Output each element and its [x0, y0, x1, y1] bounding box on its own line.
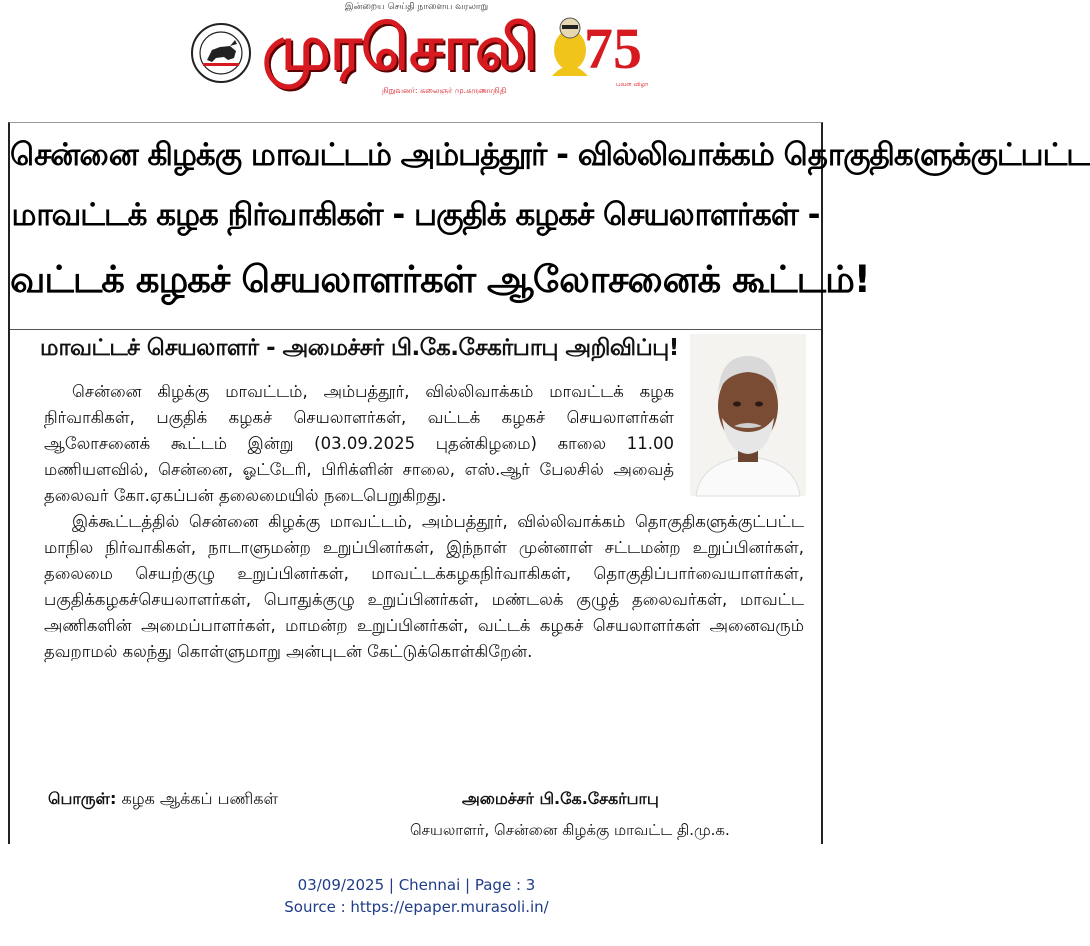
party-seal-logo [190, 22, 252, 84]
headline-line-2: மாவட்டக் கழக நிர்வாகிகள் - பகுதிக் கழகச் செயலாளர்கள் - [11, 197, 820, 233]
subject-line [48, 789, 278, 810]
anniversary-number: 75 [584, 16, 642, 81]
signature-role: செயலாளர், சென்னை கிழக்கு மாவட்ட தி.மு.க. [410, 821, 730, 839]
subject-label: பொருள்: [48, 789, 117, 808]
masthead-editor: நிறுவனர்: கலைஞர் மு.கருணாநிதி [382, 86, 507, 95]
masthead-title: முரசொலி [262, 11, 537, 84]
anniversary-75-logo [540, 6, 650, 96]
body-paragraph-1: சென்னை கிழக்கு மாவட்டம், அம்பத்தூர், வில்லிவாக்கம் மாவட்டக் கழக நிர்வாகிகள், பகுதிக் கழகச் செயலாளர்கள், வட்டக் கழகச் செயலாளர்கள் ஆலோசனைக் கூட்டம் இன்று (03.09.2025 புதன்கிழமை) காலை 11.00 மணியளவில், சென்னை, ஓட்டேரி, பிரிக்ளின் சாலை, எஸ்.ஆர் பேலசில் அவைத் தலைவர் கோ.ஏகப்பன் தலைமையில் நடைபெறுகிறது. [44, 382, 674, 505]
footer-source-link[interactable]: Source : https://epaper.murasoli.in/ [284, 898, 549, 916]
footer-meta: 03/09/2025 | Chennai | Page : 3 [297, 876, 536, 894]
article-box [8, 122, 1090, 844]
headline-divider [10, 329, 821, 330]
headline [10, 125, 1090, 329]
masthead [0, 0, 833, 112]
subheadline: மாவட்டச் செயலாளர் - அமைச்சர் பி.கே.சேகர்பாபு அறிவிப்பு! [40, 335, 679, 361]
masthead-tagline: இன்றைய செய்தி நாளைய வரலாறு [344, 2, 489, 12]
subject-value: கழக ஆக்கப் பணிகள் [116, 789, 278, 808]
signature-name: அமைச்சர் பி.கே.சேகர்பாபு [462, 789, 659, 808]
headline-line-3: வட்டக் கழகச் செயலாளர்கள் ஆலோசனைக் கூட்டம்! [10, 258, 870, 301]
headline-line-1: சென்னை கிழக்கு மாவட்டம் அம்பத்தூர் - வில்லிவாக்கம் தொகுதிகளுக்குட்பட்ட [10, 137, 1090, 173]
body-paragraph-2: இக்கூட்டத்தில் சென்னை கிழக்கு மாவட்டம், அம்பத்தூர், வில்லிவாக்கம் தொகுதிகளுக்குட்பட்ட மாநில நிர்வாகிகள், நாடாளுமன்ற உறுப்பினர்கள், இந்நாள் முன்னாள் சட்டமன்ற உறுப்பினர்கள், தலைமை செயற்குழு உறுப்பினர்கள், மாவட்டக்கழகநிர்வாகிகள், தொகுதிப்பார்வையாளர்கள், பகுதிக்கழகச்செயலாளர்கள், பொதுக்குழு உறுப்பினர்கள், மண்டலக் குழுத் தலைவர்கள், மாவட்ட அணிகளின் அமைப்பாளர்கள், மாமன்ற உறுப்பினர்கள், வட்டக் கழகச் செயலாளர்கள் அனைவரும் தவறாமல் கலந்து கொள்ளுமாறு அன்புடன் கேட்டுக்கொள்கிறேன். [44, 512, 804, 661]
article-body [44, 379, 804, 665]
anniversary-caption: பவள விழா [616, 81, 649, 88]
